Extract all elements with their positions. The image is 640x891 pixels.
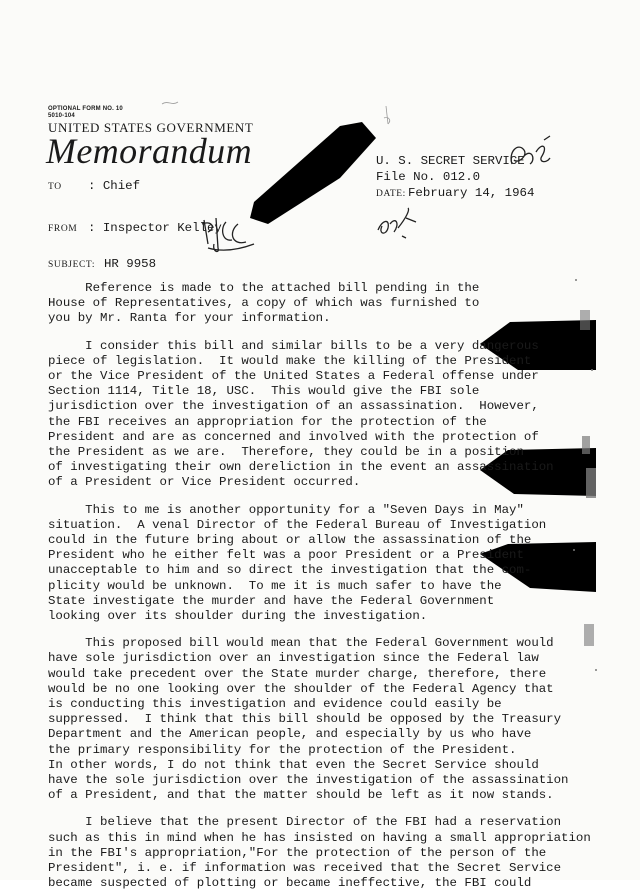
subject-value: HR 9958 xyxy=(104,257,157,271)
body-line: President and are as concerned and involved with the protection of xyxy=(48,429,539,444)
body-line: piece of legislation. It would make the killing of the President xyxy=(48,353,532,368)
body-line: in the FBI's appropriation,"For the protection of the person of the xyxy=(48,845,547,860)
body-line: unacceptable to him and so direct the investigation that the com- xyxy=(48,563,532,578)
body-line: This to me is another opportunity for a "Seven Days in May" xyxy=(48,502,524,517)
agency-name: U. S. SECRET SERVICE xyxy=(376,154,525,168)
body-line: of investigating their own dereliction in the event an assassination xyxy=(48,460,554,475)
body-line: situation. A venal Director of the Federal Bureau of Investigation xyxy=(48,517,547,532)
body-line: plicity would be unknown. To me it is much safer to have the xyxy=(48,578,502,593)
form-number-line1: OPTIONAL FORM NO. 10 xyxy=(48,106,123,112)
body-line: Section 1114, Title 18, USC. This would give the FBI sole xyxy=(48,384,480,399)
body-line: looking over its shoulder during the investigation. xyxy=(48,609,428,623)
body-line: or the Vice President of the United States a Federal offense under xyxy=(48,369,539,383)
body-line: could in the future bring about or allow the assassination of the xyxy=(48,533,532,547)
body-line: have the sole jurisdiction over the investigation of the assassination xyxy=(48,773,569,787)
body-line: State investigate the murder and have the Federal Government xyxy=(48,593,495,608)
body-line: I consider this bill and similar bills to be a very dangerous xyxy=(48,338,539,353)
body-line: jurisdiction over the investigation of an assassination. However, xyxy=(48,399,539,414)
body-line: became suspected of plotting or became ineffective, the FBI could xyxy=(48,876,532,891)
body-line: House of Representatives, a copy of which was furnished to xyxy=(48,296,480,311)
body-line: I believe that the present Director of the FBI had a reservation xyxy=(48,815,562,830)
body-line: This proposed bill would mean that the Federal Government would xyxy=(48,636,554,651)
body-line: would take precedent over the State murder charge, therefore, there xyxy=(48,666,547,681)
to-label: TO xyxy=(48,182,62,192)
body-line: suppressed. I think that this bill should be opposed by the Treasury xyxy=(48,712,562,727)
from-value: : Inspector Kelley xyxy=(88,221,222,235)
body-line: President who he either felt was a poor President or a President xyxy=(48,548,524,563)
body-line: the primary responsibility for the protection of the President. xyxy=(48,742,517,757)
date-label: DATE: xyxy=(376,189,406,199)
redaction-mark-header xyxy=(244,120,384,226)
date-value: February 14, 1964 xyxy=(408,186,535,200)
body-line: Reference is made to the attached bill pending in the xyxy=(48,281,480,295)
body-line: President", i. e. if information was received that the Secret Service xyxy=(48,861,562,875)
handwritten-initials-top xyxy=(506,134,556,174)
scan-edge-noise xyxy=(566,250,606,710)
body-line: the FBI receives an appropriation for the protection of the xyxy=(48,414,487,429)
body-line: In other words, I do not think that even the Secret Service should xyxy=(48,757,539,772)
body-line: of a President, and that the matter should be left as it now stands. xyxy=(48,788,554,803)
body-line: the President as we are. Therefore, they could be in a position xyxy=(48,445,524,459)
body-line: would be no one looking over the shoulder of the Federal Agency that xyxy=(48,681,554,696)
file-number: File No. 012.0 xyxy=(376,170,481,184)
body-line: such as this in mind when he has insisted on having a small appropriation xyxy=(48,830,591,845)
body-line: of a President or Vice President occurred. xyxy=(48,475,361,490)
body-line: is conducting this investigation and evidence could easily be xyxy=(48,697,502,711)
from-label: FROM xyxy=(48,224,78,234)
memorandum-title: Memorandum xyxy=(46,131,252,171)
government-heading: UNITED STATES GOVERNMENT xyxy=(48,120,254,135)
body-line: Department and the American people, and especially by us who have xyxy=(48,727,532,742)
body-line: have sole jurisdiction over an investigation since the Federal law xyxy=(48,651,539,666)
faint-mark-top xyxy=(160,96,184,110)
form-number-line2: 5010-104 xyxy=(48,113,75,119)
to-value: : Chief xyxy=(88,179,141,193)
subject-label: SUBJECT: xyxy=(48,260,96,270)
body-line: you by Mr. Ranta for your information. xyxy=(48,311,331,326)
